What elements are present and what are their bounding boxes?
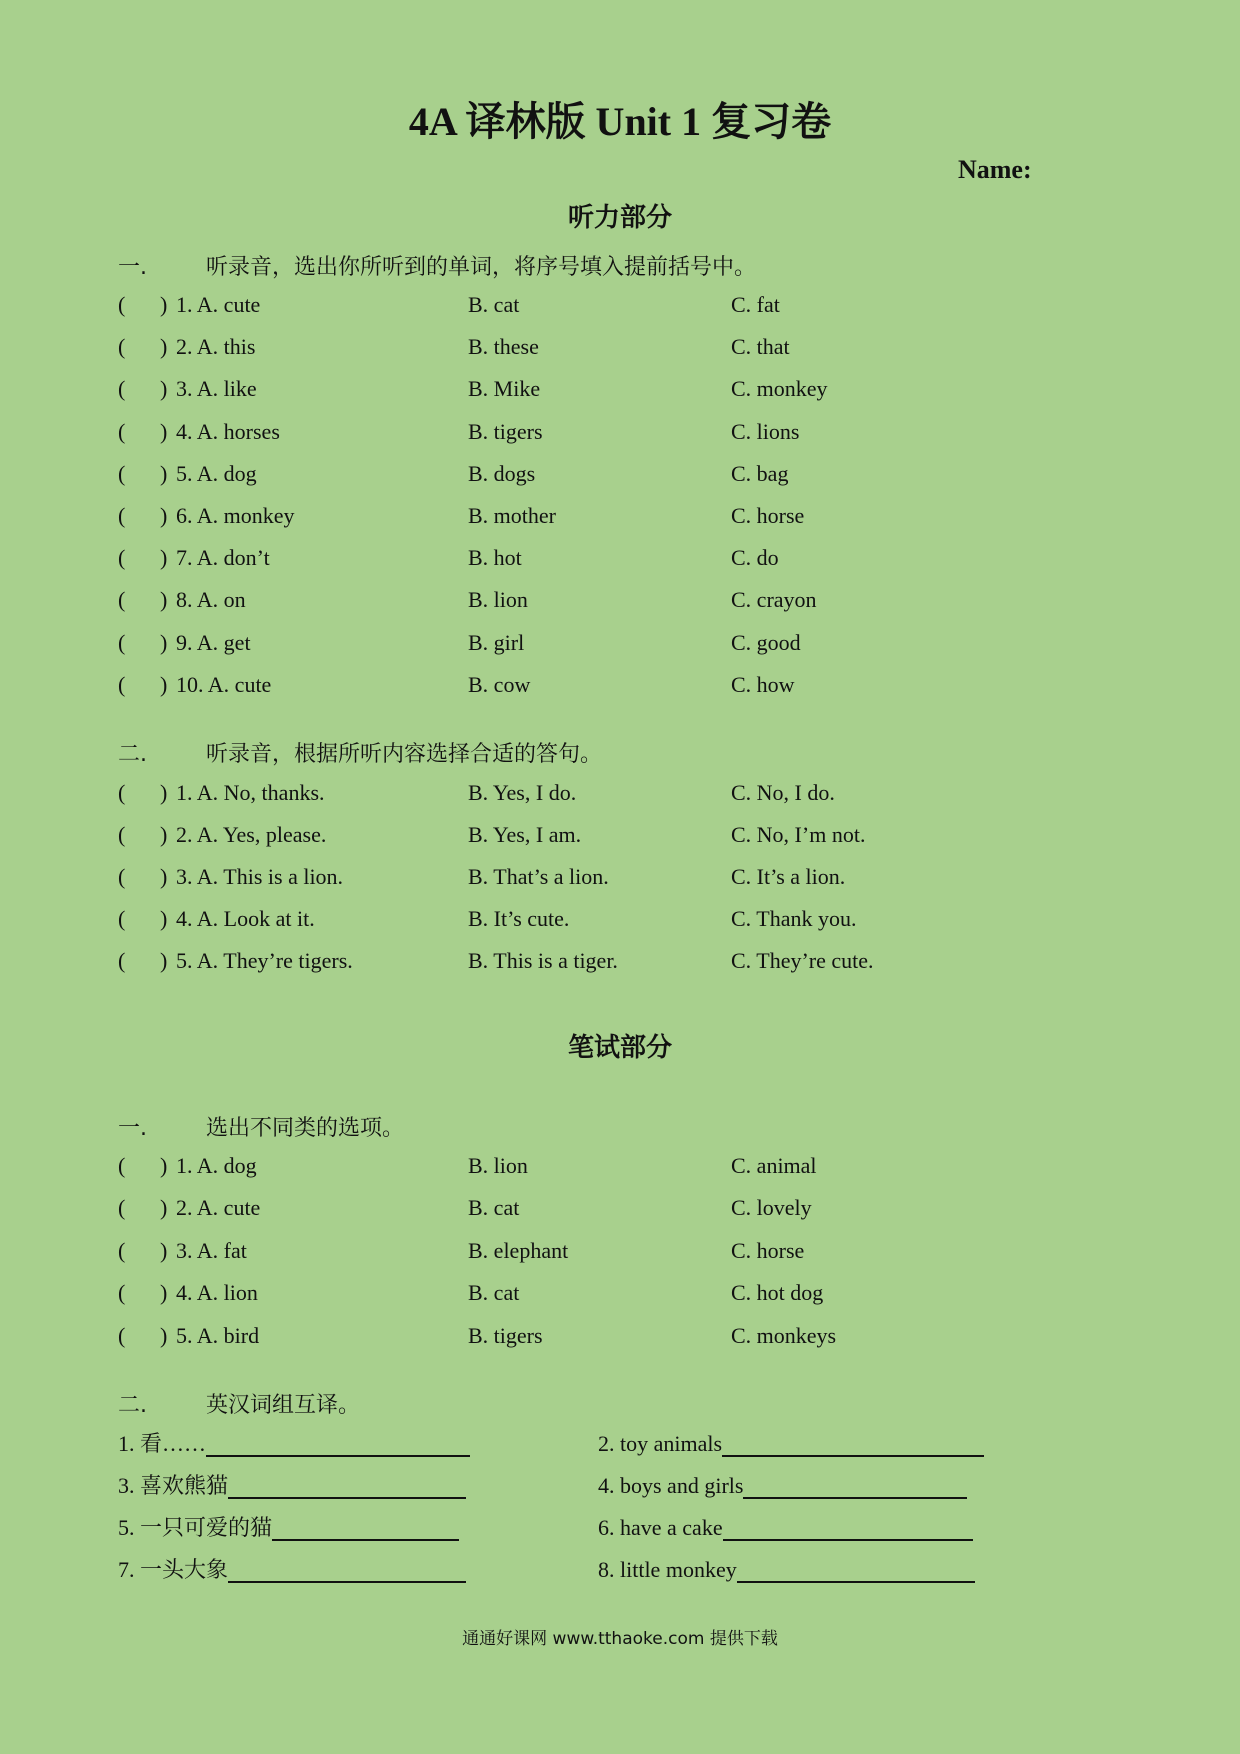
answer-bracket-open[interactable]: (	[118, 1237, 126, 1263]
option-c: C. No, I’m not.	[731, 822, 866, 847]
option-c: C. fat	[731, 292, 780, 317]
option-c: C. animal	[731, 1153, 817, 1178]
option-b: B. Mike	[468, 376, 541, 402]
writing-part1-instruction	[118, 1113, 404, 1145]
translation-item	[598, 1511, 973, 1545]
answer-bracket-open[interactable]: (	[118, 418, 126, 444]
translation-prompt: 8. little monkey	[598, 1557, 737, 1582]
answer-bracket-close[interactable]: )	[160, 780, 168, 805]
option-b: B. Yes, I am.	[468, 822, 582, 847]
listening-part1-instruction	[118, 252, 756, 284]
translation-item	[118, 1427, 470, 1461]
answer-bracket-open[interactable]: (	[118, 671, 126, 697]
answer-bracket-close[interactable]: )	[160, 1153, 168, 1178]
instruction-text: 选出不同类的选项。	[206, 1116, 405, 1141]
answer-bracket-open[interactable]: (	[118, 587, 126, 613]
option-c: C. monkey	[731, 376, 828, 402]
option-c: C. It’s a lion.	[731, 864, 846, 889]
translation-item	[118, 1511, 459, 1545]
answer-bracket-open[interactable]: (	[118, 292, 126, 317]
option-c: C. how	[731, 671, 795, 697]
translation-item	[598, 1427, 984, 1461]
answer-bracket-close[interactable]: )	[160, 822, 168, 847]
answer-bracket-close[interactable]: )	[160, 376, 168, 402]
answer-bracket-close[interactable]: )	[160, 587, 168, 613]
option-b: B. tigers	[468, 1322, 543, 1348]
option-a: 1. A. No, thanks.	[176, 780, 325, 805]
option-a: 6. A. monkey	[176, 503, 295, 528]
option-b: B. lion	[468, 587, 528, 613]
answer-bracket-close[interactable]: )	[160, 1280, 168, 1306]
answer-bracket-open[interactable]: (	[118, 906, 126, 931]
answer-blank[interactable]	[228, 1555, 466, 1583]
part-number: 二.	[118, 742, 147, 767]
option-c: C. No, I do.	[731, 780, 835, 805]
option-b: B. mother	[468, 503, 556, 528]
translation-prompt: 4. boys and girls	[598, 1473, 744, 1498]
translation-item	[118, 1469, 466, 1503]
option-b: B. these	[468, 334, 539, 360]
answer-bracket-close[interactable]: )	[160, 1195, 168, 1221]
answer-bracket-open[interactable]: (	[118, 376, 126, 402]
writing-heading: 笔试部分	[567, 1033, 672, 1063]
option-b: B. Yes, I do.	[468, 780, 577, 805]
answer-bracket-open[interactable]: (	[118, 864, 126, 889]
option-c: C. crayon	[731, 587, 817, 613]
translation-prompt: 3. 喜欢熊猫	[118, 1473, 229, 1498]
instruction-text: 听录音，根据所听内容选择合适的答句。	[206, 742, 603, 767]
translation-prompt: 7. 一头大象	[118, 1557, 229, 1582]
option-a: 4. A. lion	[176, 1280, 258, 1306]
translation-item	[118, 1553, 466, 1587]
answer-bracket-close[interactable]: )	[160, 1322, 168, 1348]
answer-bracket-open[interactable]: (	[118, 1153, 126, 1178]
answer-bracket-open[interactable]: (	[118, 780, 126, 805]
answer-bracket-open[interactable]: (	[118, 545, 126, 571]
answer-bracket-close[interactable]: )	[160, 418, 168, 444]
option-a: 2. A. cute	[176, 1195, 261, 1221]
option-a: 1. A. dog	[176, 1153, 257, 1178]
answer-blank[interactable]	[272, 1513, 459, 1541]
option-a: 2. A. this	[176, 334, 256, 360]
option-c: C. monkeys	[731, 1322, 837, 1348]
option-b: B. dogs	[468, 460, 536, 486]
option-b: B. cat	[468, 292, 520, 317]
option-a: 4. A. horses	[176, 418, 280, 444]
option-c: C. that	[731, 334, 790, 360]
answer-bracket-open[interactable]: (	[118, 629, 126, 655]
answer-bracket-open[interactable]: (	[118, 822, 126, 847]
answer-blank[interactable]	[743, 1471, 967, 1499]
answer-bracket-close[interactable]: )	[160, 545, 168, 571]
answer-bracket-close[interactable]: )	[160, 292, 168, 317]
answer-bracket-open[interactable]: (	[118, 948, 126, 973]
option-a: 5. A. They’re tigers.	[176, 948, 353, 973]
option-a: 10. A. cute	[176, 671, 272, 697]
answer-bracket-close[interactable]: )	[160, 460, 168, 486]
option-b: B. cow	[468, 671, 531, 697]
answer-bracket-close[interactable]: )	[160, 334, 168, 360]
answer-bracket-open[interactable]: (	[118, 503, 126, 528]
option-c: C. hot dog	[731, 1280, 824, 1306]
answer-blank[interactable]	[206, 1429, 470, 1457]
answer-bracket-close[interactable]: )	[160, 1237, 168, 1263]
option-c: C. They’re cute.	[731, 948, 874, 973]
answer-blank[interactable]	[723, 1513, 973, 1541]
answer-bracket-close[interactable]: )	[160, 503, 168, 528]
answer-bracket-open[interactable]: (	[118, 1322, 126, 1348]
listening-part2-instruction	[118, 739, 602, 771]
option-c: C. Thank you.	[731, 906, 857, 931]
answer-blank[interactable]	[737, 1555, 975, 1583]
page-title: 4A 译林版 Unit 1 复习卷	[408, 99, 832, 144]
option-b: B. girl	[468, 629, 525, 655]
translation-prompt: 2. toy animals	[598, 1431, 723, 1456]
answer-bracket-close[interactable]: )	[160, 906, 168, 931]
option-b: B. That’s a lion.	[468, 864, 609, 889]
name-label: Name:	[958, 155, 1032, 184]
translation-prompt: 6. have a cake	[598, 1515, 723, 1540]
option-a: 9. A. get	[176, 629, 251, 655]
option-b: B. cat	[468, 1195, 520, 1221]
option-b: B. tigers	[468, 418, 543, 444]
option-b: B. lion	[468, 1153, 528, 1178]
instruction-text: 听录音，选出你所听到的单词，将序号填入提前括号中。	[206, 255, 757, 280]
option-a: 8. A. on	[176, 587, 246, 613]
option-a: 5. A. dog	[176, 460, 257, 486]
answer-bracket-close[interactable]: )	[160, 864, 168, 889]
writing-part2-instruction	[118, 1390, 360, 1422]
answer-blank[interactable]	[722, 1429, 984, 1457]
option-a: 3. A. This is a lion.	[176, 864, 344, 889]
option-a: 7. A. don’t	[176, 545, 270, 571]
option-b: B. hot	[468, 545, 522, 571]
option-a: 3. A. like	[176, 376, 257, 402]
part-number: 一.	[118, 255, 147, 280]
option-a: 4. A. Look at it.	[176, 906, 315, 931]
translation-prompt: 5. 一只可爱的猫	[118, 1515, 273, 1540]
answer-bracket-close[interactable]: )	[160, 948, 168, 973]
option-b: B. cat	[468, 1280, 520, 1306]
answer-bracket-close[interactable]: )	[160, 629, 168, 655]
option-c: C. horse	[731, 503, 805, 528]
part-number: 一.	[118, 1116, 147, 1141]
answer-bracket-open[interactable]: (	[118, 334, 126, 360]
option-c: C. horse	[731, 1237, 805, 1263]
translation-prompt: 1. 看……	[118, 1431, 207, 1456]
option-b: B. It’s cute.	[468, 906, 570, 931]
answer-bracket-open[interactable]: (	[118, 1280, 126, 1306]
listening-heading: 听力部分	[567, 203, 672, 233]
option-b: B. elephant	[468, 1237, 569, 1263]
option-a: 3. A. fat	[176, 1237, 247, 1263]
footer-credit: 通通好课网 www.tthaoke.com 提供下载	[462, 1629, 778, 1649]
option-c: C. do	[731, 545, 779, 571]
translation-item	[598, 1553, 975, 1587]
option-a: 1. A. cute	[176, 292, 261, 317]
answer-bracket-open[interactable]: (	[118, 1195, 126, 1221]
option-c: C. bag	[731, 460, 789, 486]
part-number: 二.	[118, 1393, 147, 1418]
answer-blank[interactable]	[228, 1471, 466, 1499]
option-a: 2. A. Yes, please.	[176, 822, 327, 847]
answer-bracket-close[interactable]: )	[160, 671, 168, 697]
option-c: C. lions	[731, 418, 800, 444]
option-c: C. lovely	[731, 1195, 812, 1221]
translation-item	[598, 1469, 967, 1503]
option-b: B. This is a tiger.	[468, 948, 618, 973]
option-c: C. good	[731, 629, 801, 655]
instruction-text: 英汉词组互译。	[206, 1393, 361, 1418]
answer-bracket-open[interactable]: (	[118, 460, 126, 486]
option-a: 5. A. bird	[176, 1322, 260, 1348]
